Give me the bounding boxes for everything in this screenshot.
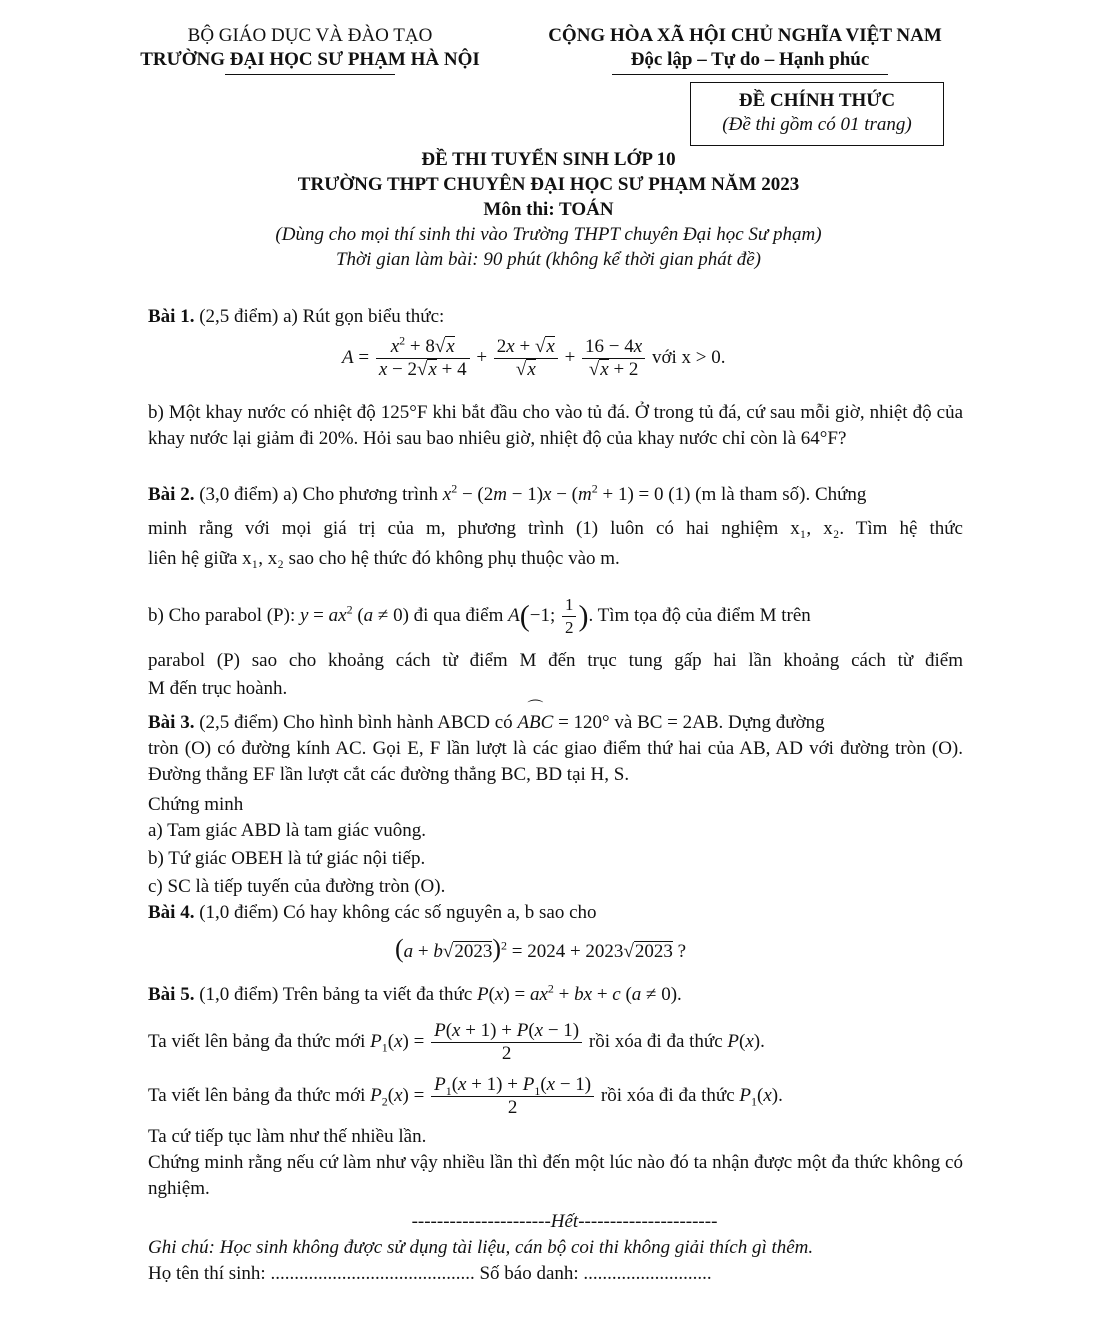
audience-note: (Dùng cho mọi thí sinh thi vào Trường THPT chuyên Đại học Sư phạm) bbox=[275, 224, 822, 245]
bai5-label: Bài 5. bbox=[148, 984, 195, 1005]
bai4-equation: $(a + b√2023)^2 = 2024 + 2023√2023$ ? bbox=[395, 934, 687, 963]
pages-note: (Đề thi gồm có 01 trang) bbox=[722, 114, 912, 135]
country-name: CỘNG HÒA XÃ HỘI CHỦ NGHĨA VIỆT NAM bbox=[548, 25, 942, 46]
bai3-proof-label: Chứng minh bbox=[148, 794, 244, 815]
bai5-l3-start: Ta viết lên bảng đa thức mới bbox=[148, 1084, 371, 1106]
bai2-label: Bài 2. bbox=[148, 484, 195, 505]
bai2-a-line2: minh rằng với mọi giá trị của m, phương trình (1) luôn có hai nghiệm x₁, x₂. Tìm hệ thức bbox=[148, 518, 963, 539]
bai5-line1: Bài 5. (1,0 điểm) Trên bảng ta viết đa thức $P(x) = ax^2$ + bx + c (a ≠ 0). bbox=[148, 981, 682, 1005]
bai2-b-start: b) Cho parabol (P): bbox=[148, 604, 300, 626]
bai2-b-mid: đi qua điểm bbox=[408, 604, 509, 626]
bai1-b: b) Một khay nước có nhiệt độ 125°F khi bắt đầu cho vào tủ đá. Ở trong tủ đá, cứ sau mỗi giờ, nhiệt độ của khay nước lại giảm đi 20%. Hỏi sau bao nhiêu giờ, nhiệt độ của khay nước chỉ còn là 64°F? bbox=[148, 402, 963, 449]
header-underline-left bbox=[225, 74, 395, 75]
bai2-b-line3: M đến trục hoành. bbox=[148, 678, 288, 699]
bai3-l1-start: (2,5 điểm) Cho hình bình hành ABCD có bbox=[194, 712, 518, 733]
bai5-l2-start: Ta viết lên bảng đa thức mới bbox=[148, 1030, 371, 1052]
bai2-a-line3: liên hệ giữa x₁, x₂ sao cho hệ thức đó không phụ thuộc vào m. bbox=[148, 548, 620, 569]
subject: Môn thi: TOÁN bbox=[483, 199, 614, 220]
bai2-b-line1: b) Cho parabol (P): $y = ax^2$ (a ≠ 0) đi qua điểm A(−1; $\frac{1}{2}$ ). Tìm tọa độ của điểm M trên bbox=[148, 595, 811, 637]
end-marker: ----------------------Hết---------------------- bbox=[411, 1211, 718, 1232]
bai2-b-line2: parabol (P) sao cho khoảng cách từ điểm M đến trục tung gấp hai lần khoảng cách từ điểm bbox=[148, 650, 963, 671]
bai5-line4: Ta cứ tiếp tục làm như thế nhiều lần. bbox=[148, 1126, 427, 1147]
bai1-expression: A = $\frac{x^2 + 8√x}{x - 2√x + 4}$ + $\frac{2x + √x}{√x}$ + $\frac{16 - 4x}{√x + 2}$ với x > 0. bbox=[342, 333, 726, 380]
bai5-l1: (1,0 điểm) Trên bảng ta viết đa thức bbox=[194, 984, 478, 1005]
bai3-a: a) Tam giác ABD là tam giác vuông. bbox=[148, 820, 426, 841]
footer-note: Ghi chú: Học sinh không được sử dụng tài liệu, cán bộ coi thi không giải thích gì thêm. bbox=[148, 1237, 814, 1258]
official-label: ĐỀ CHÍNH THỨC bbox=[738, 90, 896, 111]
bai2-b-end: . Tìm tọa độ của điểm M trên bbox=[588, 604, 811, 626]
candidate-info: Họ tên thí sinh: ........................................... Số báo danh: ........................... bbox=[148, 1263, 712, 1284]
exam-title: ĐỀ THI TUYỂN SINH LỚP 10 bbox=[421, 149, 676, 170]
header-underline-right bbox=[612, 74, 888, 75]
time-note: Thời gian làm bài: 90 phút (không kể thời gian phát đề) bbox=[335, 249, 762, 270]
bai5-line3: Ta viết lên bảng đa thức mới $P_2(x)$ = $\frac{P_1(x + 1) + P_1(x - 1)}{2}$ rồi xóa đi đa thức $P_1(x)$. bbox=[148, 1074, 783, 1118]
bai5-l3-end: rồi xóa đi đa thức bbox=[596, 1084, 740, 1106]
official-box bbox=[690, 82, 944, 146]
bai3-b: b) Tứ giác OBEH là tứ giác nội tiếp. bbox=[148, 848, 426, 869]
bai2-a-start: (3,0 điểm) a) Cho phương trình bbox=[194, 484, 443, 505]
bai4-rhs: = 2024 + 2023 bbox=[507, 941, 624, 962]
bai2-a-line1: Bài 2. (3,0 điểm) a) Cho phương trình $x^2 - (2m - 1)x - (m^2 + 1) = 0$ (1) (m là tham số). Chứng bbox=[148, 481, 867, 505]
bai1-intro bbox=[148, 304, 963, 330]
bai1-condition: với x > 0. bbox=[651, 346, 726, 368]
bai5-line5: Chứng minh rằng nếu cứ làm như vậy nhiều lần thì đến một lúc nào đó ta nhận được một đa thức không có nghiệm. bbox=[148, 1152, 963, 1199]
bai1-label: Bài 1. bbox=[148, 306, 195, 327]
bai3-line1: Bài 3. (2,5 điểm) Cho hình bình hành ABCD có ABC ⌒ = 120° và BC = 2AB. Dựng đường bbox=[148, 700, 825, 733]
bai3-statement: tròn (O) có đường kính AC. Gọi E, F lần lượt là các giao điểm thứ hai của AB, AD với đường tròn (O). Đường thẳng EF lần lượt cắt các đường thẳng BC, BD tại H, S. bbox=[148, 738, 963, 785]
bai3-c: c) SC là tiếp tuyến của đường tròn (O). bbox=[148, 876, 446, 897]
university-name: TRƯỜNG ĐẠI HỌC SƯ PHẠM HÀ NỘI bbox=[140, 49, 480, 70]
bai1-intro-text: (2,5 điểm) a) Rút gọn biểu thức: bbox=[194, 306, 445, 327]
bai5-l2-end: rồi xóa đi đa thức bbox=[584, 1030, 728, 1052]
bai4-body: (1,0 điểm) Có hay không các số nguyên a, b sao cho bbox=[194, 902, 597, 923]
bai2-a-end: (1) (m là tham số). Chứng bbox=[663, 484, 867, 505]
bai3-l1-end: = 120° và BC = 2AB. Dựng đường bbox=[553, 712, 825, 733]
ministry-name: BỘ GIÁO DỤC VÀ ĐÀO TẠO bbox=[187, 25, 433, 46]
school-title: TRƯỜNG THPT CHUYÊN ĐẠI HỌC SƯ PHẠM NĂM 2023 bbox=[297, 174, 800, 195]
bai4-text bbox=[148, 900, 963, 926]
bai3-label: Bài 3. bbox=[148, 712, 195, 733]
motto: Độc lập – Tự do – Hạnh phúc bbox=[630, 49, 870, 70]
bai4-label: Bài 4. bbox=[148, 902, 195, 923]
bai5-line2: Ta viết lên bảng đa thức mới $P_1(x)$ = $\frac{P(x + 1) + P(x - 1)}{2}$ rồi xóa đi đa thức P(x). bbox=[148, 1020, 765, 1064]
